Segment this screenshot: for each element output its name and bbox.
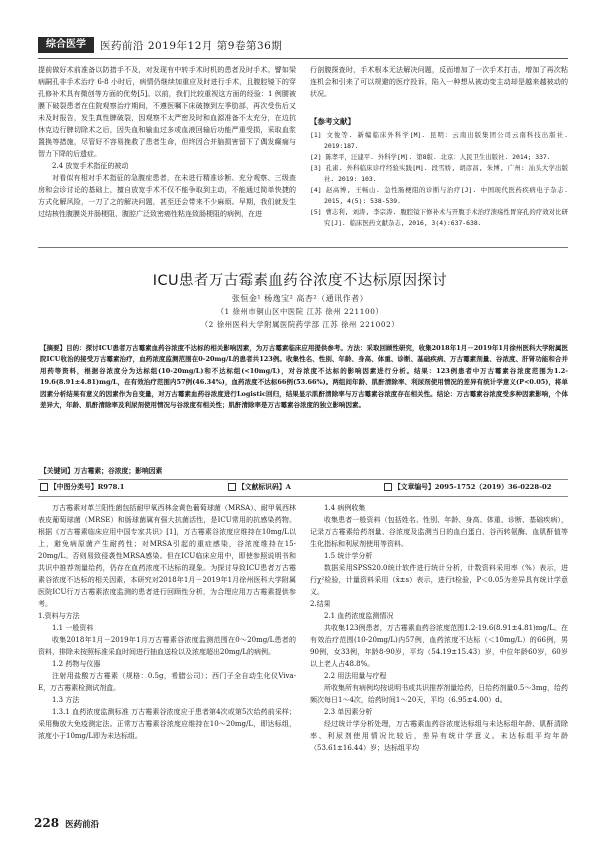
subsection-heading: 1.5 统计学分析 bbox=[324, 552, 373, 560]
paragraph: 提前做好术前准备以防措手不及，对发现有中转手术时机的患者及时手术。譬如梁病嗣孔非手术治疗 6-8 小时后，病情仍继续加重应及时进行手术，且腹腔镜下的穿孔修补术具有微创等方面的优势[5]。以前，我们比较重视这方面的经验：1 例腰被膜下破裂患者在住院观察治疗期间，不遵医嘱下床破擦到左季肋部，再次受伤后又未及时报告，发生真性脾破裂，因观察不太严密及时和血源准备不太充分，在边抗休克边行脾切除术之后，因失血和输血过多或血液回输后功能严重受损，采取血浆置换等措施，尽管好不容易挽救了患者生命，但终因合并脑损害留下了偶发癫痫与智力下降的后遗症。 bbox=[38, 66, 296, 158]
top-left-column bbox=[38, 64, 296, 220]
article-separator bbox=[38, 247, 568, 248]
keywords-label: 【关键词】 bbox=[40, 467, 74, 475]
paragraph: 万古霉素对革兰阳性菌包括耐甲氧西林金黄色葡萄球菌（MRSA）、耐甲氧西林表皮葡萄球菌（MRSE）和肠球菌属有强大抗菌活性，是ICU常用的抗感染药物。根据《万古霉素临床应用中国专家共识》[1]，万古霉素谷浓度应维持在10mg/L以上，避免病原菌产生耐药性；对MRSA引起的重症感染，谷浓度维持在15-20mg/L。否则易致侵袭性MRSA感染。但在ICU临床应用中，即使参照说明书和共识中推荐剂量给药，仍存在血药浓度不达标的现象。为探讨导致ICU患者万古霉素谷浓度不达标的相关因素，本研究对2018年1月－2019年1月徐州医科大学附属医院ICU行万古霉素浓度监测的患者进行回顾性分析，为合理应用万古霉素提供参考。 bbox=[38, 504, 296, 608]
subsection-heading: 1.2 药物与仪器 bbox=[52, 660, 101, 668]
affiliation-1: （1 徐州市铜山区中医院 江苏 徐州 221100） bbox=[216, 307, 384, 316]
reference-list bbox=[310, 130, 568, 229]
reference-item: [3] 孔雀. 外科临床诊疗经验实践[M]. 段雪娇, 胡彦昌, 朱博, 广州: 汕头大学出版社. 2019: 103. bbox=[310, 164, 568, 183]
document-code: 【文献标识码】A bbox=[228, 481, 291, 494]
paragraph: 经过统计学分析处理，万古霉素血药谷浓度达标组与未达标组年龄、肌酐清除率、利尿剂使用情况比较后，差异有统计学意义。未达标组平均年龄（53.61±16.44）岁；达标组平均 bbox=[310, 720, 568, 752]
square-icon bbox=[384, 483, 392, 491]
meta-divider-bottom bbox=[38, 496, 568, 497]
article-number: 【文章编号】2095-1752（2019）36-0228-02 bbox=[384, 481, 551, 494]
keywords: 万古霉素；谷浓度；影响因素 bbox=[73, 467, 163, 475]
paragraph: 行剖腹探查时，手术根本无法解决问题，反而增加了一次手术打击，增加了再次粘连机会和引来了可以规避的医疗投诉，陷入一种想从被动变主动却是越来越被动的状况。 bbox=[310, 66, 568, 98]
section-badge: 综合医学 bbox=[38, 37, 94, 53]
abstract-label: 【摘要】 bbox=[40, 344, 67, 352]
header-divider bbox=[38, 58, 568, 59]
square-icon bbox=[228, 483, 236, 491]
paragraph: 注射用盐酸万古霉素（规格：0.5g，希腊公司）；西门子全自动生化仪Viva-E，万古霉素检测试剂盒。 bbox=[38, 672, 296, 692]
subsection-heading: 2.3 单因素分析 bbox=[324, 708, 373, 716]
body-right-column bbox=[310, 502, 568, 754]
page-number: 228 bbox=[34, 816, 60, 830]
keywords-line bbox=[40, 465, 568, 478]
reference-item: [5] 曹志利, 刘涛, 李宗涛. 腹腔镜下修补术与开腹手术治疗溃疡性胃穿孔的疗效对比研究[J]. 临床医药文献杂志, 2016, 3(4):637-638. bbox=[310, 208, 568, 227]
reference-item: [1] 文俊等. 新编临床外科学[M]. 昆明：云南出版集团公司云南科技出版社. 2019:187. bbox=[310, 131, 568, 150]
abstract-text: 目的：探讨ICU患者万古霉素血药谷浓度不达标的相关影响因素，为万古霉素临床应用提供参考。方法：采取回顾性研究，收集2018年1月－2019年1月徐州医科大学附属医院ICU收治的接受万古霉素治疗，血药浓度监测范围在0-20mg/L的患者共123例。收集性名、性别、年龄、身高、体重、诊断、基础疾病、万古霉素剂量、谷浓度、肝肾功能和合并用药等资料，根据谷浓度分为达标组(10-20mg/L)和不达标组(<10mg/L)，对谷浓度不达标的影响因素进行分析。结果：123例患者中万古霉素谷浓度范围为1.2-19.6(8.91±4.81)mg/L，在有效治疗范围内57例(46.34%)，血药浓度不达标66例(53.66%)。两组间年龄、肌酐清除率、利尿剂使用情况的差异有统计学意义(P<0.05)，将单因素分析结果有意义的因素作为自变量，对万古霉素血药谷浓度进行Logistic回归，结果显示肌酐清除率与万古霉素谷浓度存在相关性。结论：万古霉素谷浓度受多种因素影响，个体差异大，年龄、肌酐清除率及利尿剂使用情况与谷浓度有相关性；肌酐清除率是万古霉素谷浓度的独立影响因素。 bbox=[40, 344, 569, 410]
subsection-heading: 1.1 一般资料 bbox=[52, 624, 94, 632]
clc-number: 【中图分类号】R978.1 bbox=[40, 481, 125, 494]
paragraph: 收集2018年1月－2019年1月万古霉素谷浓度监测范围在0～20mg/L患者的资料，排除未按照标准采血时间进行抽血送检以及浓度超出20mg/L的病例。 bbox=[38, 636, 296, 656]
paragraph: 所收集所有病例均按说明书或共识推荐剂量给药，日给药剂量0.5～3mg，给药频次每日1～4次，给药时间1～20天，平均（6.95±4.00）d。 bbox=[310, 684, 568, 704]
square-icon bbox=[40, 483, 48, 491]
subsection-heading: 2.1 血药浓度监测情况 bbox=[324, 612, 394, 620]
page-footer bbox=[34, 816, 99, 830]
article-title: ICU患者万古霉素血药谷浓度不达标原因探讨 bbox=[152, 273, 448, 289]
section-heading: 2.4 放宽手术指征的被动 bbox=[52, 162, 129, 170]
reference-item: [2] 陈孝平，汪建平. 外科学[M]. 第8版. 北京：人民卫生出版社. 2014; 337. bbox=[310, 153, 551, 161]
subsection-heading: 1.3 方法 bbox=[52, 696, 80, 704]
paragraph: 1.3.1 血药浓度监测标准 万古霉素谷浓度应于患者第4次或第5次给药前采样；采用酶放大免疫测定法。正常万古霉素谷浓度应维持在10～20mg/L，即达标组，浓度小于10mg/L即为未达标组。 bbox=[38, 708, 296, 740]
paragraph: 共收集123例患者，万古霉素血药谷浓度范围1.2-19.6(8.91±4.81)mg/L。在有效治疗范围(10-20mg/L)内57例，血药浓度不达标（＜10mg/L）的66例，男90例，女33例，年龄8-90岁，平均（54.19±15.43）岁，中位年龄60岁，60岁以上老人占48.8%。 bbox=[310, 624, 568, 668]
meta-divider-top bbox=[38, 479, 568, 480]
subsection-heading: 2.2 用法用量与疗程 bbox=[324, 672, 387, 680]
journal-header: 医药前沿 2019年12月 第9卷第36期 bbox=[100, 40, 283, 52]
body-left-column bbox=[38, 502, 296, 742]
paragraph: 收集患者一般资料（包括姓名、性别、年龄、身高、体重、诊断、基础疾病），记录万古霉素给药剂量、谷浓度及监测当日的血白蛋白、谷丙转氨酶、血肌酐值等生化指标和利尿剂使用等资料。 bbox=[310, 516, 568, 548]
reference-item: [4] 赵高博, 王畅山. 急性肠梗阻的诊断与治疗[J]. 中国现代医药疾病电子杂志. 2015, 4(5): 538-539. bbox=[310, 186, 568, 205]
article-authors: 张恒金¹ 杨逸宝² 高杏²（通讯作者） bbox=[231, 294, 369, 303]
paragraph: 对看似有相对手术指征的急腹症患者，在未进行精准诊断、充分观察、三级查房和会诊讨论的基础上，擅自放宽手术不仅不能争取到主动，不能通过简单快捷的方式化解风险，一刀了之的解决问题，甚至还会带来不少麻烦。早期，我们就发生过结核性腹膜炎并肠梗阻、腹腔广泛致密癌性粘连致肠梗阻的病例，在进 bbox=[38, 174, 296, 218]
section-heading: 2.结果 bbox=[310, 600, 331, 608]
top-right-column bbox=[310, 64, 568, 229]
footer-journal: 医药前沿 bbox=[65, 820, 100, 830]
paragraph: 数据采用SPSS20.0统计软件进行统计分析，计数资料采用率（%）表示，进行χ²检验，计量资料采用（x̄±s）表示，进行t检验，P＜0.05为差异具有统计学意义。 bbox=[310, 564, 568, 596]
subsection-heading: 1.4 病例收集 bbox=[324, 504, 366, 512]
abstract bbox=[40, 343, 568, 411]
affiliation-2: （2 徐州医科大学附属医院药学部 江苏 徐州 221002） bbox=[200, 320, 400, 329]
references-heading: 【参考文献】 bbox=[310, 117, 355, 126]
section-heading: 1.资料与方法 bbox=[38, 612, 80, 620]
